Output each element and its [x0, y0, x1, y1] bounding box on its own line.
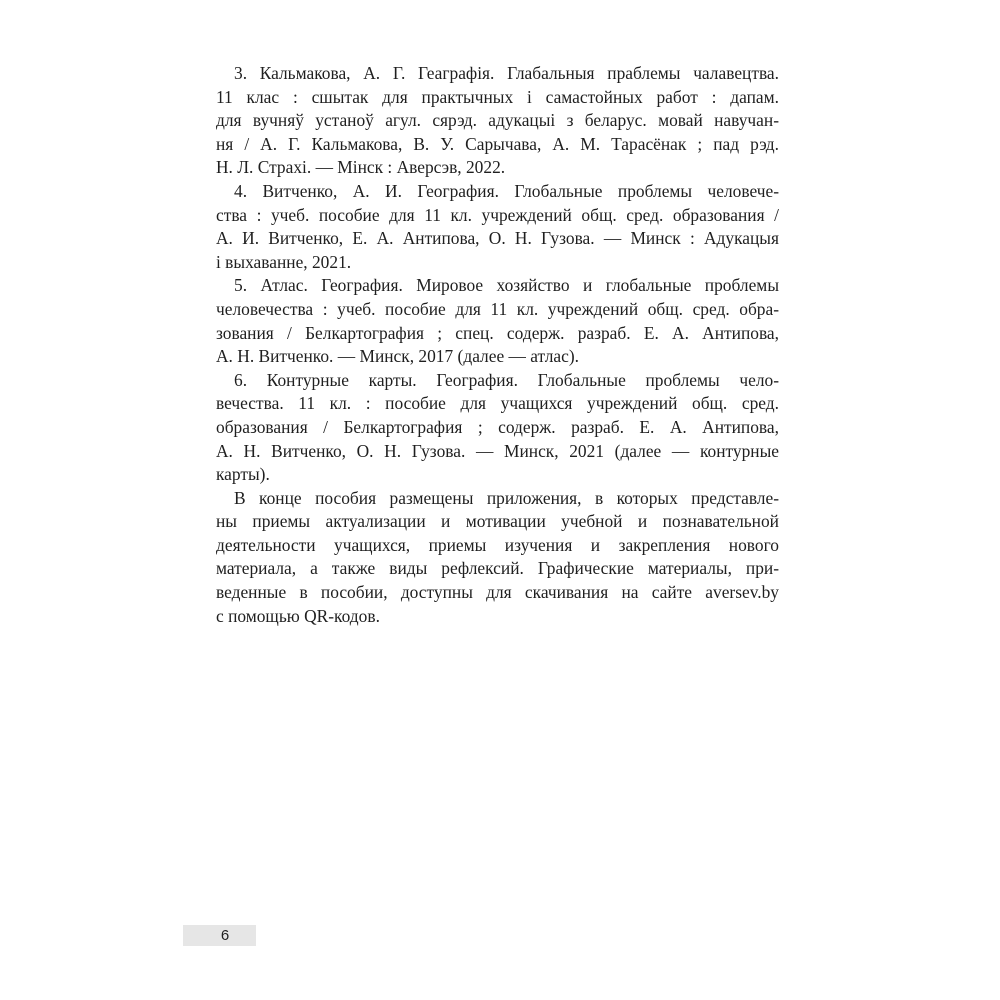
- text-line: веденные в пособии, доступны для скачивания на сайте aversev.by: [216, 582, 779, 603]
- text-line: 5. Атлас. География. Мировое хозяйство и глобальные проблемы: [234, 275, 779, 296]
- text-line: і выхаванне, 2021.: [216, 251, 352, 272]
- text-line: 3. Кальмакова, А. Г. Геаграфія. Глабальныя праблемы чалавецтва.: [234, 63, 779, 83]
- reference-item-6: [216, 369, 779, 487]
- reference-item-4: [216, 180, 779, 274]
- appendix-note-paragraph: [216, 487, 779, 629]
- page-number-tab: [183, 925, 256, 946]
- text-line: человечества : учеб. пособие для 11 кл. учреждений общ. сред. обра-: [216, 298, 779, 319]
- text-line: Н. Л. Страхі. — Мінск : Аверсэв, 2022.: [216, 157, 506, 178]
- text-line: образования / Белкартография ; содерж. разраб. Е. А. Антипова,: [216, 416, 779, 437]
- text-line: ны приемы актуализации и мотивации учебной и познавательной: [216, 511, 779, 532]
- reference-item-3: [216, 62, 779, 180]
- text-line: 6. Контурные карты. География. Глобальные проблемы чело-: [234, 369, 779, 390]
- text-line: А. Н. Витченко, О. Н. Гузова. — Минск, 2021 (далее — контурные: [216, 440, 779, 461]
- text-line: 4. Витченко, А. И. География. Глобальные проблемы человече-: [234, 180, 779, 201]
- text-line: А. Н. Витченко. — Минск, 2017 (далее — атлас).: [216, 346, 579, 367]
- text-line: ства : учеб. пособие для 11 кл. учреждений общ. сред. образования /: [216, 204, 779, 225]
- page-number: 6: [220, 927, 230, 944]
- text-line: материала, а также виды рефлексий. Графические материалы, при-: [216, 558, 779, 579]
- text-line: зования / Белкартография ; спец. содерж. разраб. Е. А. Антипова,: [216, 322, 779, 343]
- text-line: В конце пособия размещены приложения, в которых представле-: [234, 487, 779, 508]
- page-text-block: [216, 62, 779, 628]
- text-line: карты).: [216, 464, 270, 485]
- text-line: вечества. 11 кл. : пособие для учащихся учреждений общ. сред.: [216, 393, 779, 414]
- reference-item-5: [216, 274, 779, 368]
- text-line: деятельности учащихся, приемы изучения и закрепления нового: [216, 534, 779, 555]
- text-line: для вучняў устаноў агул. сярэд. адукацыі з беларус. мовай навучан-: [216, 110, 779, 131]
- text-line: с помощью QR-кодов.: [216, 605, 380, 626]
- text-line: 11 клас : сшытак для практычных і самастойных работ : дапам.: [216, 86, 779, 107]
- text-line: ня / А. Г. Кальмакова, В. У. Сарычава, А. М. Тарасёнак ; пад рэд.: [216, 133, 779, 154]
- text-line: А. И. Витченко, Е. А. Антипова, О. Н. Гузова. — Минск : Адукацыя: [216, 228, 779, 249]
